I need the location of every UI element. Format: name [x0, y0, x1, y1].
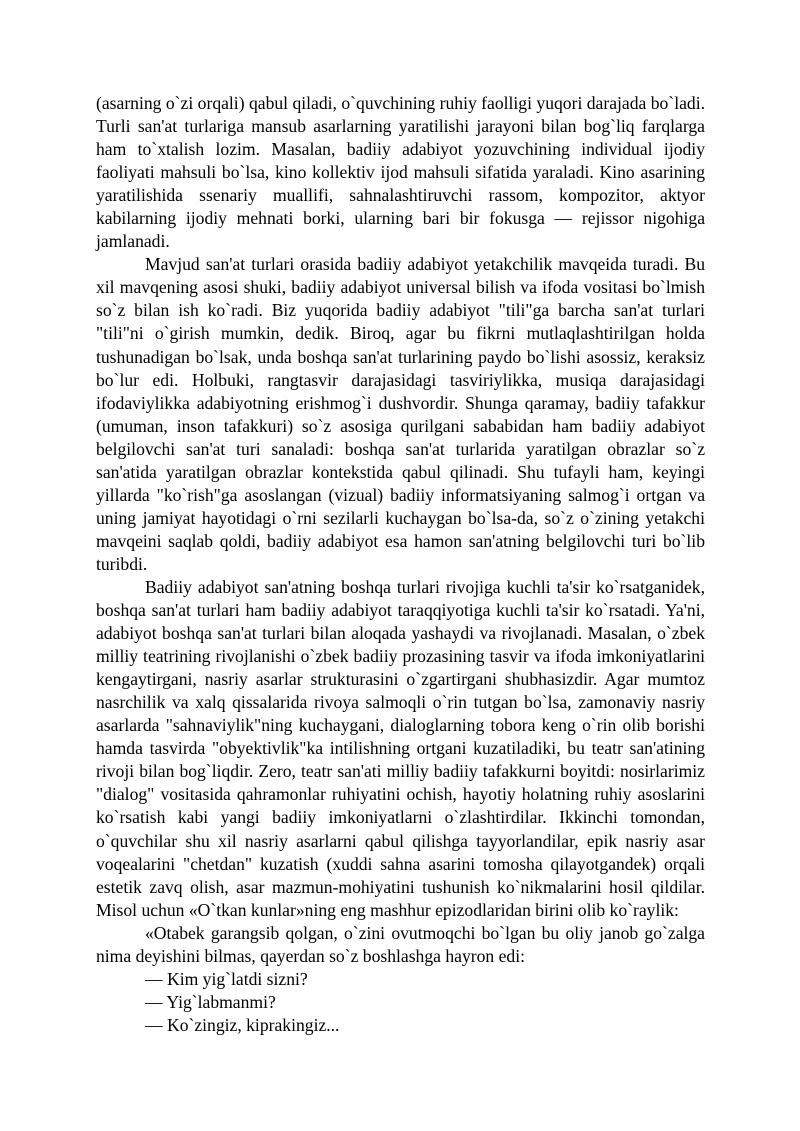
- paragraph-2: Mavjud san'at turlari orasida badiiy adabiyot yetakchilik mavqeida turadi. Bu xil mavqening asosi shuki, badiiy adabiyot universal bilish va ifoda vositasi bo`lmish so`z bilan ish ko`radi. Biz yuqorida badiiy adabiyot "tili"ga barcha san'at turlari "tili"ni o`girish mumkin, dedik. Biroq, agar bu fikrni mutlaqlashtirilgan holda tushunadigan bo`lsak, unda boshqa san'at turlarining paydo bo`lishi asossiz, keraksiz bo`lur edi. Holbuki, rangtasvir darajasidagi tasviriylikka, musiqa darajasidagi ifodaviylikka adabiyotning erishmog`i dushvordir. Shunga qaramay, badiiy tafakkur (umuman, inson tafakkuri) so`z asosiga qurilgani sababidan ham badiiy adabiyot belgilovchi san'at turi sanaladi: boshqa san'at turlarida yaratilgan obrazlar so`z san'atida yaratilgan obrazlar kontekstida qabul qilinadi. Shu tufayli ham, keyingi yillarda "ko`rish"ga asoslangan (vizual) badiiy informatsiyaning salmog`i ortgan va uning jamiyat hayotidagi o`rni sezilarli kuchaygan bo`lsa-da, so`z o`zining yetakchi mavqeini saqlab qoldi, badiiy adabiyot esa hamon san'atning belgilovchi turi bo`lib turibdi.: [96, 254, 705, 574]
- quote-paragraph: «Otabek garangsib qolgan, o`zini ovutmoqchi bo`lgan bu oliy janob go`zalga nima deyishini bilmas, qayerdan so`z boshlashga hayron edi:: [96, 922, 705, 966]
- dialog-line-3: — Ko`zingiz, kiprakingiz...: [145, 1014, 340, 1035]
- paragraph-3: Badiiy adabiyot san'atning boshqa turlari rivojiga kuchli ta'sir ko`rsatganidek, boshqa san'at turlari ham badiiy adabiyot taraqqiyotiga kuchli ta'sir ko`rsatadi. Ya'ni, adabiyot boshqa san'at turlari bilan aloqada yashaydi va rivojlanadi. Masalan, o`zbek milliy teatrining rivojlanishi o`zbek badiiy prozasining tasvir va ifoda imkoniyatlarini kengaytirgani, nasriy asarlar strukturasini o`zgartirgani shubhasizdir. Agar mumtoz nasrchilik va xalq qissalarida rivoya salmoqli o`rin tutgan bo`lsa, zamonaviy nasriy asarlarda "sahnaviylik"ning kuchaygani, dialoglarning tobora keng o`rin olib borishi hamda tasvirda "obyektivlik"ka intilishning ortgani kuzatiladiki, bu teatr san'atining rivoji bilan bog`liqdir. Zero, teatr san'ati milliy badiiy tafakkurni boyitdi: nosirlarimiz "dialog" vositasida qahramonlar ruhiyatini ochish, hayotiy holatning ruhiy asoslarini ko`rsatish kabi yangi badiiy imkoniyatlarni o`zlashtirdilar. Ikkinchi tomondan, o`quvchilar shu xil nasriy asarlarni qabul qilishga tayyorlandilar, epik nasriy asar voqealarini "chetdan" kuzatish (xuddi sahna asarini tomosha qilayotgandek) orqali estetik zavq olish, asar mazmun-mohiyatini tushunish ko`nikmalarini hosil qildilar. Misol uchun «O`tkan kunlar»ning eng mashhur epizodlaridan birini olib ko`raylik:: [96, 576, 705, 920]
- dialog-line-1: — Kim yig`latdi sizni?: [145, 968, 308, 989]
- document-page: [96, 92, 705, 1037]
- paragraph-1: (asarning o`zi orqali) qabul qiladi, o`quvchining ruhiy faolligi yuqori darajada bo`ladi. Turli san'at turlariga mansub asarlarning yaratilishi jarayoni bilan bog`liq farqlarga ham to`xtalish lozim. Masalan, badiiy adabiyot yozuvchining individual ijodiy faoliyati mahsuli bo`lsa, kino kollektiv ijod mahsuli sifatida yaraladi. Kino asarining yaratilishida ssenariy muallifi, sahnalashtiruvchi rassom, kompozitor, aktyor kabilarning ijodiy mehnati borki, ularning bari bir fokusga — rejissor nigohiga jamlanadi.: [96, 93, 705, 252]
- dialog-line-2: — Yig`labmanmi?: [145, 991, 276, 1012]
